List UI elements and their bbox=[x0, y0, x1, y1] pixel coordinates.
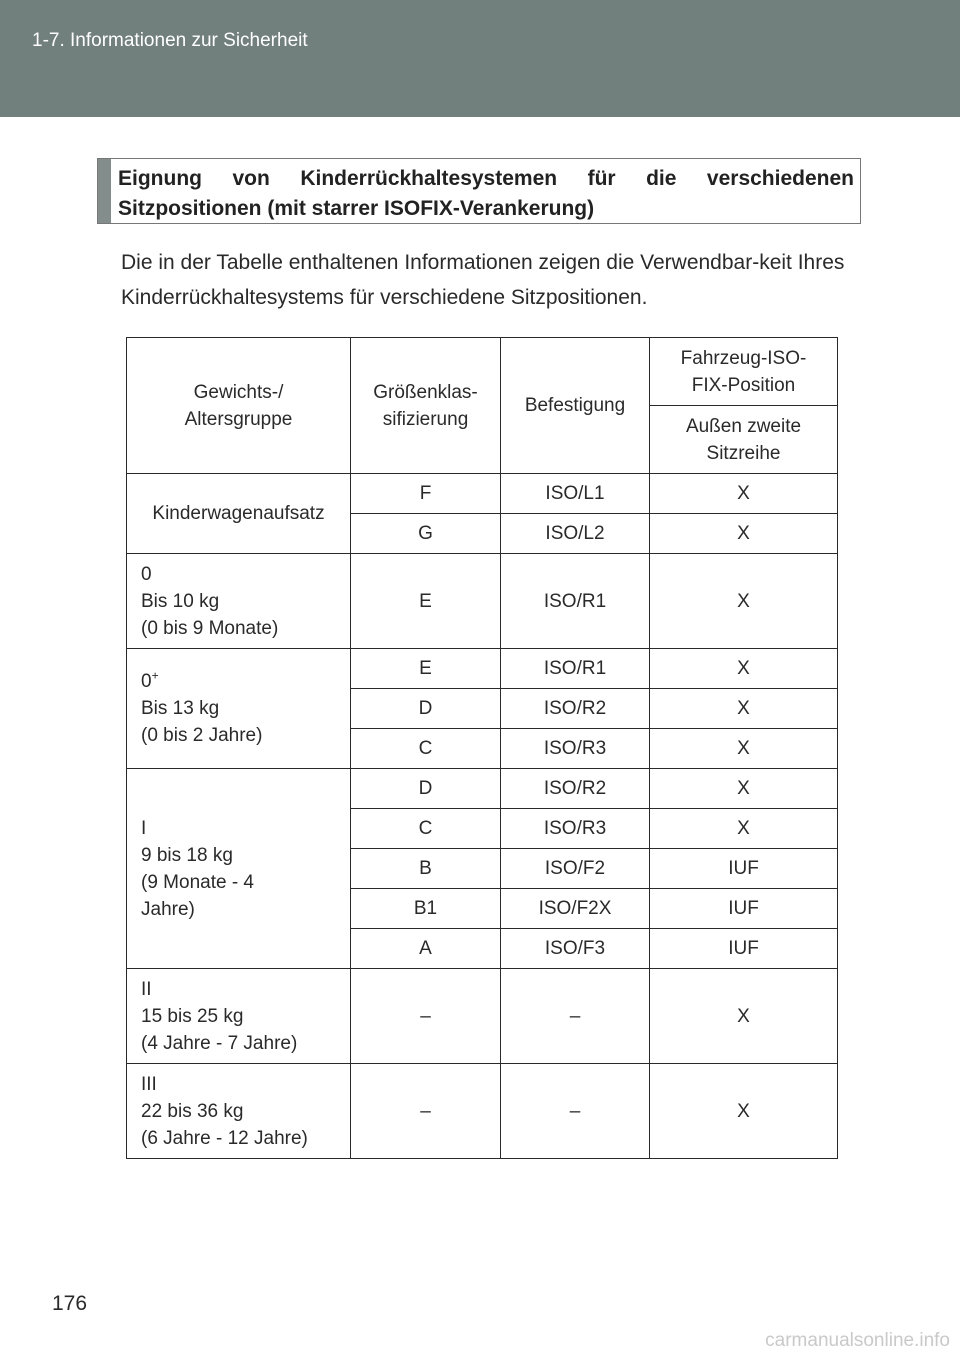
section-title: 1-7. Informationen zur Sicherheit bbox=[32, 30, 308, 51]
position-cell: X bbox=[650, 554, 838, 649]
size-cell: B bbox=[351, 849, 501, 889]
size-cell: C bbox=[351, 729, 501, 769]
table-row bbox=[127, 769, 838, 809]
group-2: II 15 bis 25 kg (4 Jahre - 7 Jahre) bbox=[127, 969, 351, 1064]
fixture-cell: ISO/R1 bbox=[501, 649, 650, 689]
position-cell: X bbox=[650, 514, 838, 554]
heading-accent-bar bbox=[98, 159, 111, 223]
watermark: carmanualsonline.info bbox=[765, 1330, 950, 1351]
fixture-cell: – bbox=[501, 969, 650, 1064]
section-heading: Eignung von Kinderrückhaltesystemen für die verschiedenen Sitzpositionen (mit starrer ISOFIX-Verankerung) bbox=[118, 167, 854, 220]
table-row bbox=[127, 554, 838, 649]
header-weight-group: Gewichts-/ Altersgruppe bbox=[127, 338, 351, 474]
fixture-cell: ISO/R2 bbox=[501, 689, 650, 729]
fixture-cell: ISO/F2 bbox=[501, 849, 650, 889]
fixture-cell: ISO/L2 bbox=[501, 514, 650, 554]
fixture-cell: ISO/R3 bbox=[501, 729, 650, 769]
table-row bbox=[127, 969, 838, 1064]
size-cell: D bbox=[351, 769, 501, 809]
position-cell: IUF bbox=[650, 929, 838, 969]
size-cell: F bbox=[351, 474, 501, 514]
intro-paragraph: Die in der Tabelle enthaltenen Informationen zeigen die Verwendbar-keit Ihres Kinderrückhaltesystems für verschiedene Sitzpositionen. bbox=[121, 251, 845, 309]
size-cell: – bbox=[351, 1064, 501, 1159]
header-size-class: Größenklas- sifizierung bbox=[351, 338, 501, 474]
fixture-cell: – bbox=[501, 1064, 650, 1159]
section-heading-box bbox=[97, 158, 861, 224]
size-cell: D bbox=[351, 689, 501, 729]
group-0-plus: 0+ Bis 13 kg (0 bis 2 Jahre) bbox=[127, 649, 351, 769]
isofix-suitability-table bbox=[126, 337, 838, 1159]
position-cell: X bbox=[650, 809, 838, 849]
fixture-cell: ISO/R1 bbox=[501, 554, 650, 649]
header-fixture: Befestigung bbox=[501, 338, 650, 474]
size-cell: E bbox=[351, 649, 501, 689]
table-header-row bbox=[127, 338, 838, 406]
position-cell: X bbox=[650, 769, 838, 809]
position-cell: X bbox=[650, 969, 838, 1064]
size-cell: E bbox=[351, 554, 501, 649]
position-cell: X bbox=[650, 649, 838, 689]
position-cell: X bbox=[650, 729, 838, 769]
fixture-cell: ISO/R2 bbox=[501, 769, 650, 809]
size-cell: A bbox=[351, 929, 501, 969]
position-cell: X bbox=[650, 474, 838, 514]
header-vehicle-position: Fahrzeug-ISO- FIX-Position bbox=[650, 338, 838, 406]
fixture-cell: ISO/F3 bbox=[501, 929, 650, 969]
fixture-cell: ISO/F2X bbox=[501, 889, 650, 929]
group-3: III 22 bis 36 kg (6 Jahre - 12 Jahre) bbox=[127, 1064, 351, 1159]
group-carrycot: Kinderwagenaufsatz bbox=[127, 474, 351, 554]
fixture-cell: ISO/L1 bbox=[501, 474, 650, 514]
position-cell: X bbox=[650, 689, 838, 729]
table-row bbox=[127, 1064, 838, 1159]
table-row bbox=[127, 649, 838, 689]
header-outer-second-row: Außen zweite Sitzreihe bbox=[650, 406, 838, 474]
size-cell: B1 bbox=[351, 889, 501, 929]
group-1: I 9 bis 18 kg (9 Monate - 4 Jahre) bbox=[127, 769, 351, 969]
position-cell: IUF bbox=[650, 849, 838, 889]
group-0: 0 Bis 10 kg (0 bis 9 Monate) bbox=[127, 554, 351, 649]
size-cell: C bbox=[351, 809, 501, 849]
size-cell: – bbox=[351, 969, 501, 1064]
size-cell: G bbox=[351, 514, 501, 554]
fixture-cell: ISO/R3 bbox=[501, 809, 650, 849]
header-band bbox=[0, 0, 960, 117]
position-cell: X bbox=[650, 1064, 838, 1159]
page-number: 176 bbox=[52, 1292, 88, 1315]
table-row bbox=[127, 474, 838, 514]
position-cell: IUF bbox=[650, 889, 838, 929]
